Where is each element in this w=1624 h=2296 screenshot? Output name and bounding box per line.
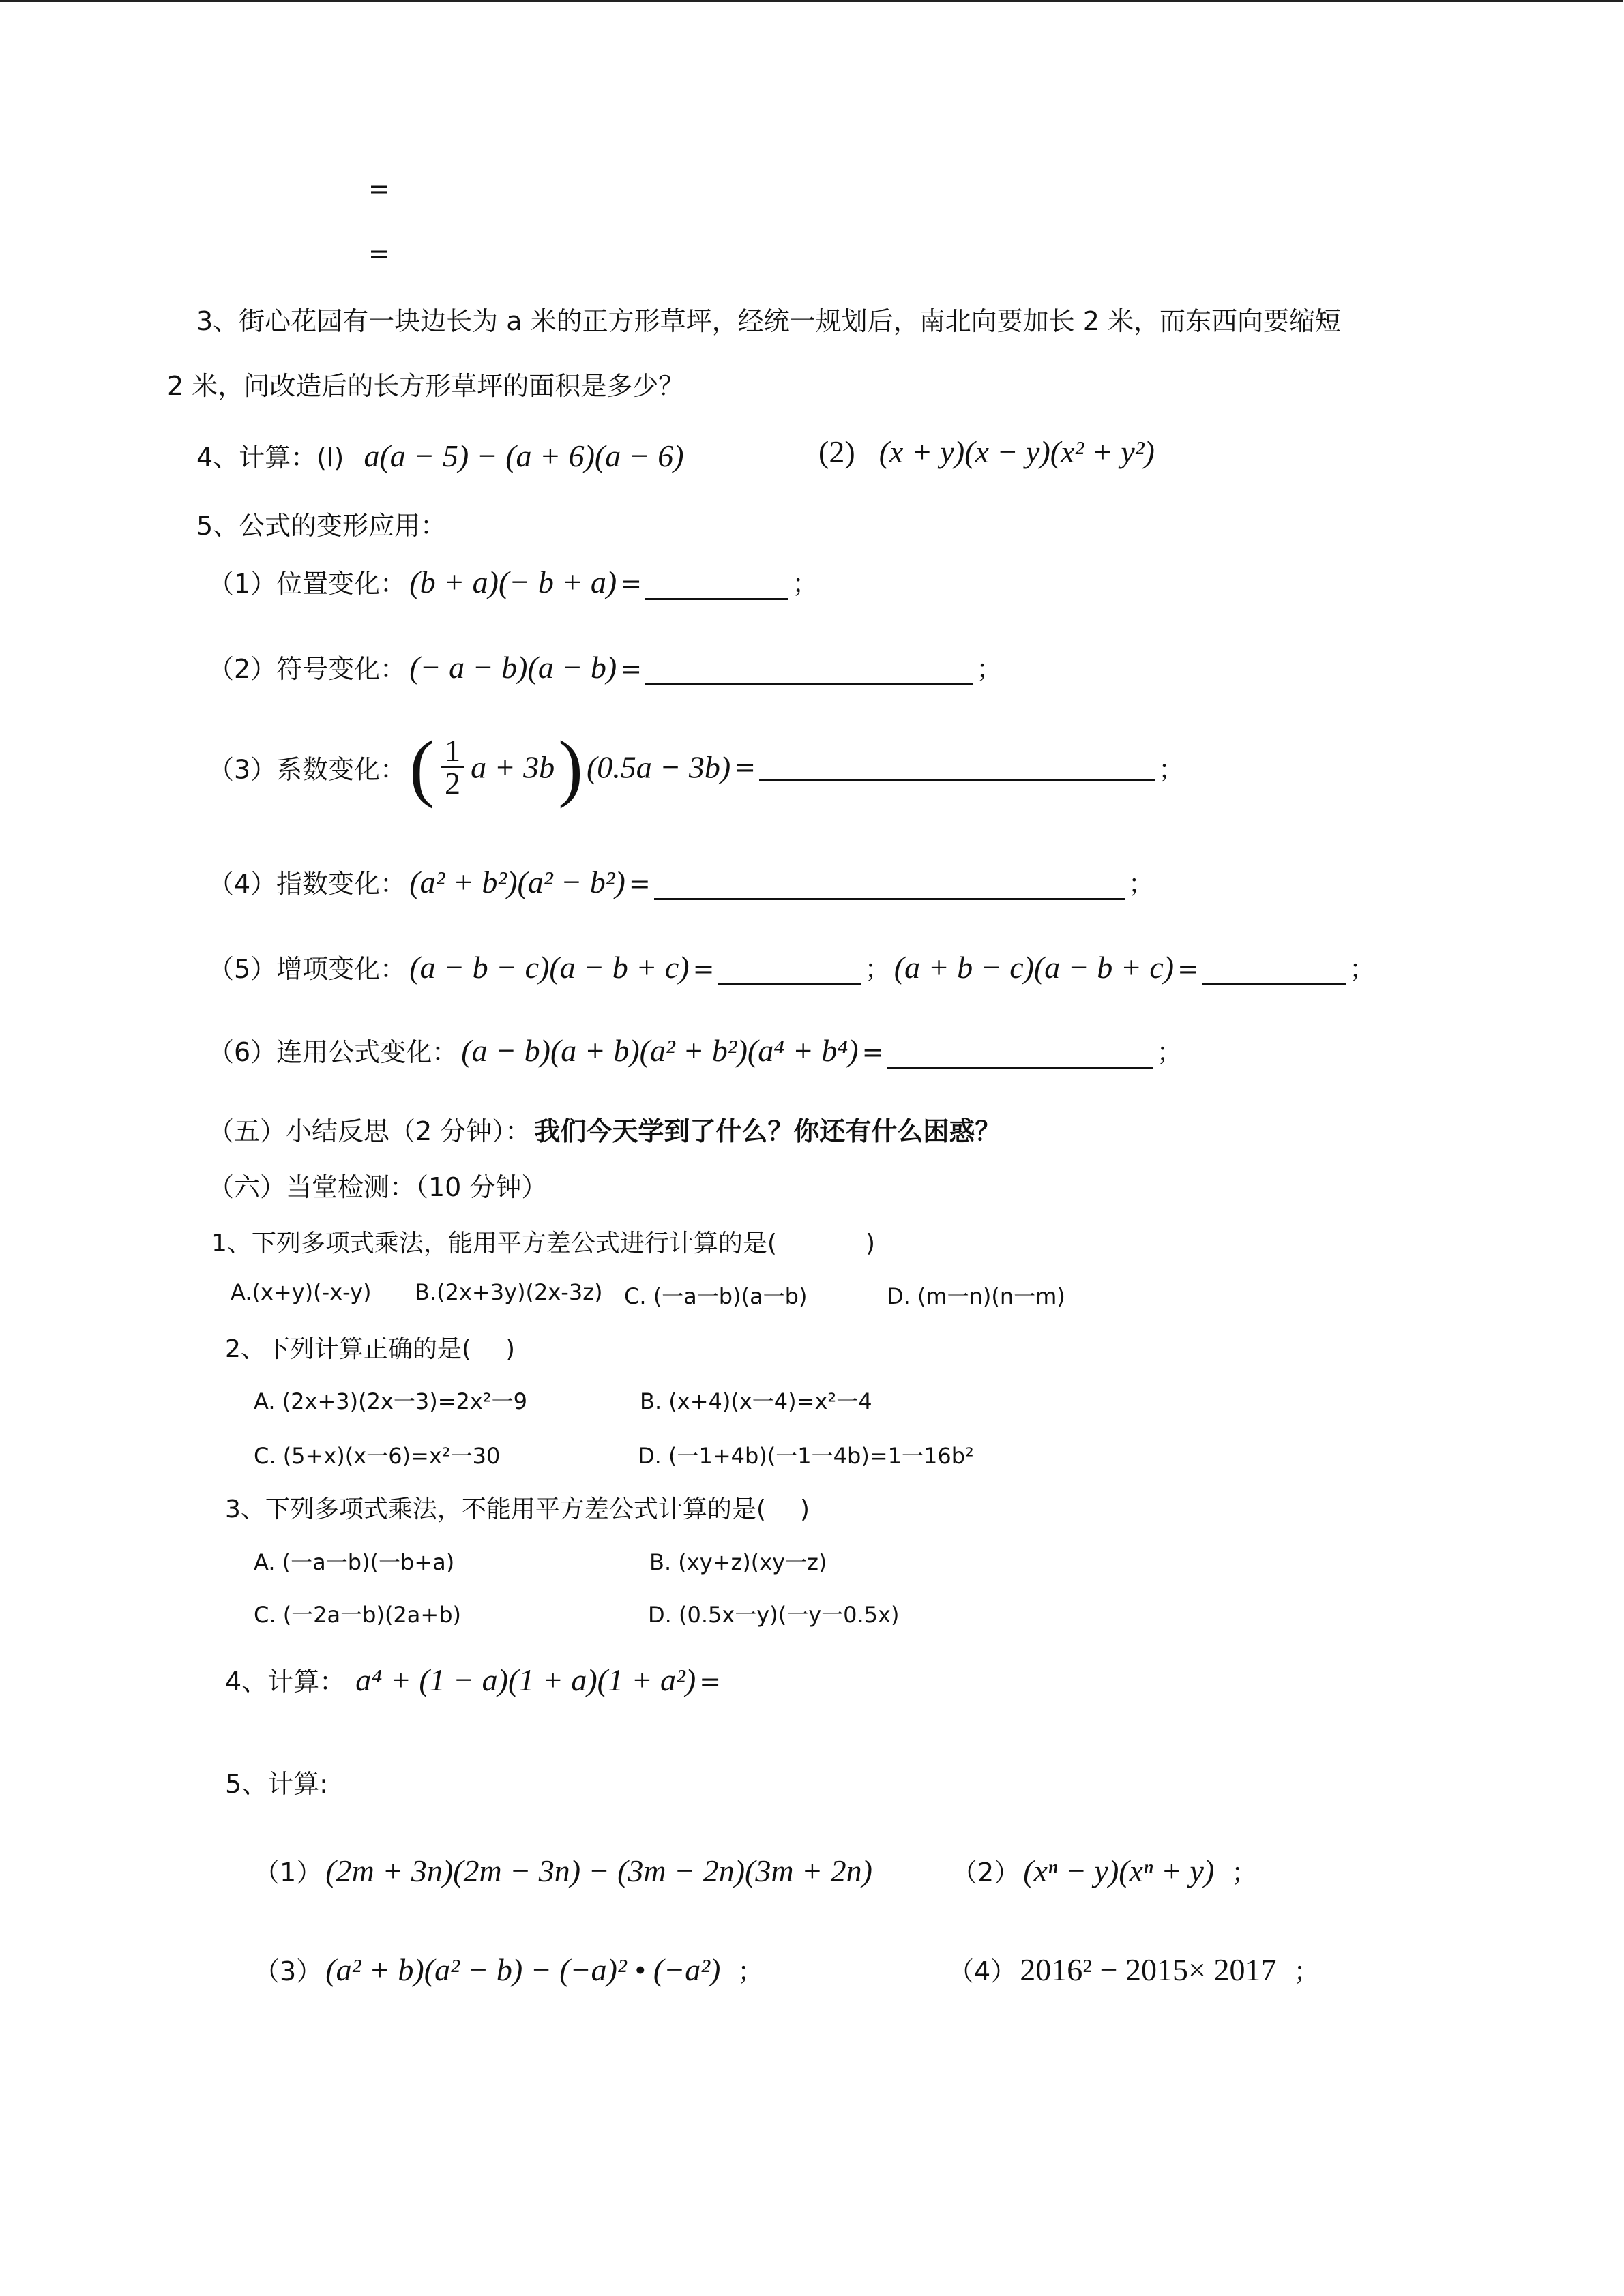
q5-item-5-sep: ；: [864, 954, 891, 984]
test-q2-stem: [225, 1330, 515, 1365]
q5-item-6-end: ；: [1156, 1037, 1183, 1067]
q5-item-1-expr: (b + a)(− b + a): [409, 565, 617, 599]
test-q3-option-d: D. (0.5x一y)(一y一0.5x): [648, 1602, 900, 1628]
q4-expr-2: (x + y)(x − y)(x² + y²): [879, 434, 1155, 469]
open-paren: (: [409, 726, 434, 809]
fraction-one-half: [441, 735, 464, 799]
test-q5-part-3: [254, 1950, 763, 1988]
q3-line-1: 3、街心花园有一块边长为 a 米的正方形草坪，经统一规划后，南北向要加长 2 米，而东西向要缩短: [196, 306, 1341, 336]
test-q5-part-2-label: （2）: [951, 1858, 1020, 1888]
answer-blank[interactable]: [718, 959, 861, 985]
q5-item-3-expr-a: a + 3b: [471, 749, 555, 785]
answer-blank[interactable]: [654, 874, 1125, 900]
q5-item-5-expr-2: (a + b − c)(a − b + c): [894, 950, 1175, 985]
q5-item-5-eq: =: [692, 954, 715, 984]
test-q4: [225, 1660, 721, 1698]
q5-item-3-eq: =: [734, 752, 756, 782]
test-q1-stem: [211, 1224, 875, 1259]
test-q5-part-2: [951, 1851, 1257, 1889]
q3-line-2: 2 米，问改造后的长方形草坪的面积是多少？: [167, 371, 685, 401]
test-q2-option-a: A. (2x+3)(2x一3)=2x²一9: [254, 1388, 528, 1414]
equals-line-1: =: [368, 174, 390, 204]
q5-item-4-end: ；: [1127, 869, 1154, 899]
test-q1-option-d: D. (m一n)(n一m): [887, 1283, 1065, 1309]
q5-item-6: [208, 1031, 1183, 1069]
answer-blank[interactable]: [1202, 959, 1346, 985]
q5-item-3-expr-b: (0.5a − 3b): [586, 749, 731, 785]
equals-line-2: =: [368, 239, 390, 269]
q5-item-5-end: ；: [1349, 954, 1376, 984]
summary-row: [208, 1110, 1001, 1148]
test-q5-part-3-expr: (a² + b)(a² − b) − (−a)² • (−a²): [325, 1952, 721, 1987]
q5-item-6-expr: (a − b)(a + b)(a² + b²)(a⁴ + b⁴): [461, 1033, 859, 1068]
test-q5-label: 5、计算:: [225, 1769, 328, 1799]
q5-item-1-label: （1）位置变化：: [208, 569, 407, 599]
test-q5-part-4-end: ；: [1293, 1956, 1320, 1986]
q5-title: 5、公式的变形应用：: [196, 511, 447, 541]
q5-item-5-expr: (a − b − c)(a − b + c): [409, 950, 690, 985]
test-q1-option-c: C. (一a一b)(a一b): [624, 1283, 808, 1309]
test-q5-part-4: [948, 1950, 1320, 1988]
q5-item-2-expr: (− a − b)(a − b): [409, 650, 617, 685]
summary-label: （五）小结反思（2 分钟）：: [208, 1116, 531, 1146]
test-q2-stem-text: 2、下列计算正确的是(: [225, 1335, 471, 1363]
test-q3-stem: [225, 1490, 810, 1525]
answer-blank[interactable]: [887, 1042, 1153, 1069]
fraction-numerator: 1: [441, 735, 464, 768]
close-paren: ): [558, 726, 583, 809]
test-q2-option-d: D. (一1+4b)(一1一4b)=1一16b²: [638, 1443, 974, 1469]
test-q4-eq: =: [699, 1667, 722, 1697]
test-q5-part-4-expr: 2016² − 2015× 2017: [1020, 1952, 1277, 1987]
q5-item-1: [208, 563, 818, 600]
test-q5-part-1: [254, 1851, 872, 1889]
q5-item-2-label: （2）符号变化：: [208, 654, 407, 684]
test-q3-option-b: B. (xy+z)(xy一z): [649, 1549, 827, 1575]
page-top-border: [0, 0, 1623, 2]
test-q4-label: 4、计算：: [225, 1667, 346, 1697]
test-q2-option-b: B. (x+4)(x一4)=x²一4: [640, 1388, 872, 1414]
q5-item-2: [208, 648, 1002, 685]
q4-label: 4、计算：(l): [196, 443, 344, 473]
test-q2-close: ): [505, 1335, 515, 1363]
answer-blank[interactable]: [645, 573, 788, 600]
test-q1-option-b: B.(2x+3y)(2x-3z): [415, 1279, 603, 1305]
summary-text: 我们今天学到了什么？你还有什么困惑？: [534, 1116, 1001, 1146]
test-q5-part-1-expr: (2m + 3n)(2m − 3n) − (3m − 2n)(3m + 2n): [325, 1853, 872, 1888]
test-q5-part-3-end: ；: [737, 1956, 764, 1986]
q4-row: [196, 436, 684, 474]
q5-item-4-eq: =: [628, 869, 651, 899]
test-q3-close: ): [799, 1495, 810, 1523]
q5-item-5-eq-2: =: [1177, 954, 1200, 984]
test-q5-part-2-end: ；: [1231, 1858, 1258, 1888]
q5-item-2-eq: =: [620, 654, 643, 684]
q5-item-6-eq: =: [861, 1037, 884, 1067]
q5-item-3-label: （3）系数变化：: [208, 754, 407, 785]
test-q3-option-c: C. (一2a一b)(2a+b): [254, 1602, 462, 1628]
q5-item-2-end: ；: [976, 654, 1003, 684]
test-q1-stem-text: 1、下列多项式乘法，能用平方差公式进行计算的是(: [211, 1229, 777, 1257]
q5-item-1-end: ；: [792, 569, 818, 599]
answer-blank[interactable]: [645, 659, 973, 685]
test-title: （六）当堂检测：（10 分钟）: [208, 1172, 548, 1202]
test-q2-option-c: C. (5+x)(x一6)=x²一30: [254, 1443, 501, 1469]
test-q5-part-1-label: （1）: [254, 1858, 323, 1888]
test-q3-option-a: A. (一a一b)(一b+a): [254, 1549, 455, 1575]
q4-label-2: (2): [818, 434, 855, 469]
answer-blank[interactable]: [759, 754, 1155, 781]
q5-item-1-eq: =: [620, 569, 643, 599]
q5-item-3: [208, 726, 1185, 809]
q5-item-6-label: （6）连用公式变化：: [208, 1037, 458, 1067]
q5-item-5: [208, 948, 1375, 985]
q5-item-4-expr: (a² + b²)(a² − b²): [409, 865, 625, 899]
test-q4-expr: a⁴ + (1 − a)(1 + a)(1 + a²): [355, 1663, 696, 1697]
test-q1-option-a: A.(x+y)(-x-y): [231, 1279, 372, 1305]
q5-item-5-label: （5）增项变化：: [208, 954, 407, 984]
q5-item-4-label: （4）指数变化：: [208, 869, 407, 899]
test-q5-part-4-label: （4）: [948, 1956, 1017, 1986]
q5-item-4: [208, 863, 1154, 900]
test-q5-part-2-expr: (xⁿ − y)(xⁿ + y): [1023, 1853, 1215, 1888]
test-q3-stem-text: 3、下列多项式乘法，不能用平方差公式计算的是(: [225, 1495, 766, 1523]
test-q1-close: ): [865, 1229, 875, 1257]
q4-expr-1: a(a − 5) − (a + 6)(a − 6): [364, 438, 684, 473]
q4-row-2: [818, 434, 1155, 470]
q5-item-3-end: ；: [1158, 754, 1185, 785]
fraction-denominator: 2: [445, 766, 461, 801]
test-q5-part-3-label: （3）: [254, 1956, 323, 1986]
